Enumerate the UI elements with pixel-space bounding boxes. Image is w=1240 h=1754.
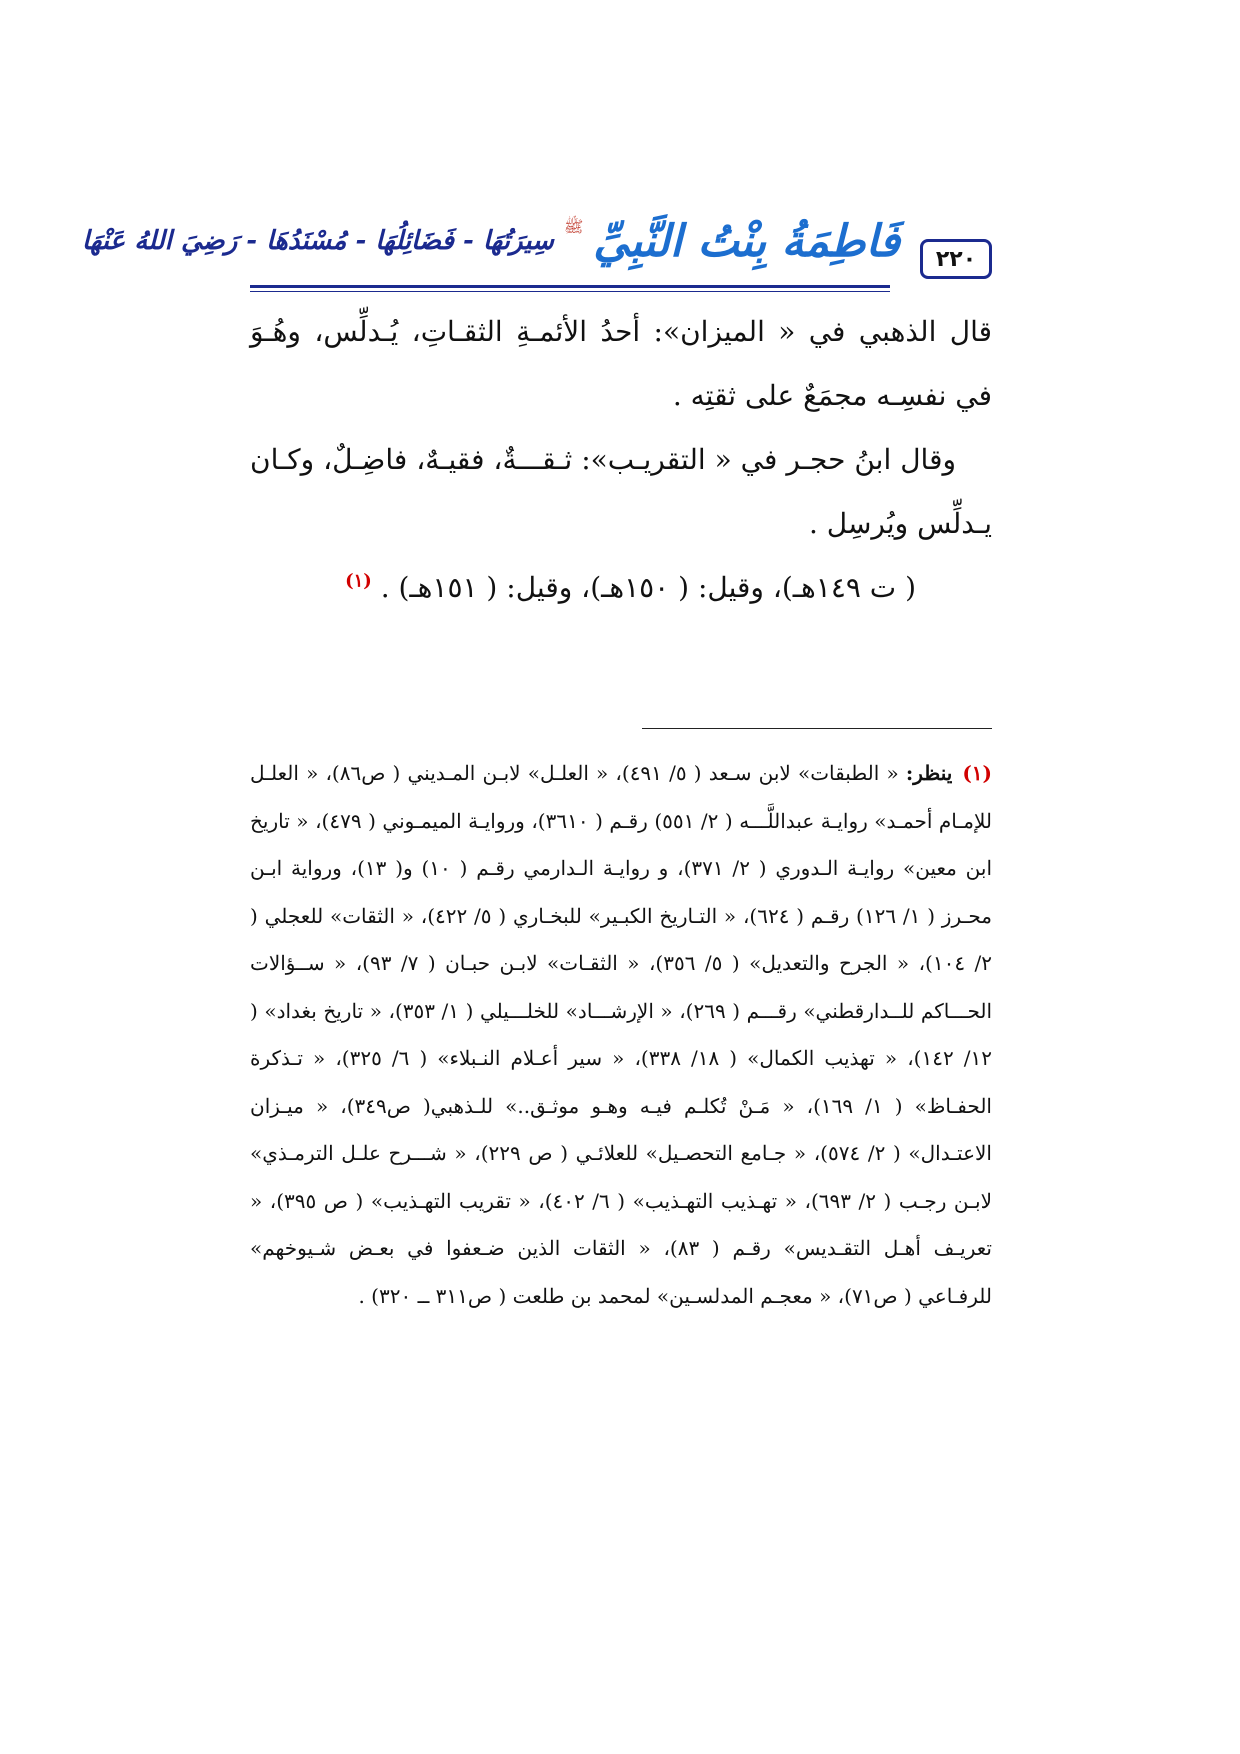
page-number: ٢٢٠	[920, 239, 992, 279]
header-rule-thin	[250, 291, 890, 292]
page-header	[81, 205, 992, 285]
book-subtitle: سِيرَتُهَا - فَضَائِلُهَا - مُسْنَدُهَا - رَضِيَ اللهُ عَنْهَا	[81, 226, 554, 256]
footnote-text: « الطبقات» لابن سـعد ( ٥/ ٤٩١)، « العلـل» لابـن المـديني ( ص٨٦)، « العلـل للإمـام أحمـد» روايـة عبداللَّـــه ( ٢/ ٥٥١) رقـم ( ٣٦١٠)، وروايـة الميمـوني ( ٤٧٩)، « تاريخ ابن معين» روايـة الـدوري ( ٢/ ٣٧١)، و روايـة الـدارمي رقـم ( ١٠) و( ١٣)، ورواية ابـن محـرز ( ١/ ١٢٦) رقـم ( ٦٢٤)، « التـاريخ الكبـير» للبخـاري ( ٥/ ٤٢٢)، « الثقات» للعجلي ( ٢/ ١٠٤)، « الجرح والتعديل» ( ٥/ ٣٥٦)، « الثقـات» لابـن حبـان ( ٧/ ٩٣)، « ســؤالات الحـــاكم للــدارقطني» رقـــم ( ٢٦٩)، « الإرشـــاد» للخلـــيلي ( ١/ ٣٥٣)، « تاريخ بغداد» ( ١٢/ ١٤٢)، « تهذيب الكمال» ( ١٨/ ٣٣٨)، « سير أعـلام النـبلاء» ( ٦/ ٣٢٥)، « تـذكرة الحفـاظ» ( ١/ ١٦٩)، « مَـنْ تُكلـم فيـه وهـو موثـق..» للـذهبي( ص٣٤٩)، « ميـزان الاعتـدال» ( ٢/ ٥٧٤)، « جـامع التحصـيل» للعلائـي ( ص ٢٢٩)، « شـــرح علـل الترمـذي» لابـن رجـب ( ٢/ ٦٩٣)، « تهـذيب التهـذيب» ( ٦/ ٤٠٢)، « تقريب التهـذيب» ( ص ٣٩٥)، « تعريـف أهـل التقـديس» رقـم ( ٨٣)، « الثقات الذين ضـعفوا في بعـض شـيوخهم» للرفـاعي ( ص٧١)، « معجـم المدلسـين» لمحمد بن طلعت ( ص٣١١ ــ ٣٢٠) .	[250, 761, 993, 1308]
main-text	[250, 300, 992, 620]
footnote-separator	[642, 728, 992, 729]
salutation-honorific: ﷺ	[563, 216, 584, 236]
book-title	[81, 205, 900, 277]
paragraph-dhahabi: قال الذهبي في « الميزان»: أحدُ الأئمـةِ الثقـاتِ، يُـدلِّس، وهُـوَ في نفسِـه مجمَعٌ على ثقتِه .	[250, 315, 992, 412]
footnote-reference[interactable]: (١)	[345, 570, 372, 592]
header-rule	[250, 285, 890, 288]
paragraph-death-date	[250, 556, 992, 620]
footnote-number: (١)	[962, 761, 992, 785]
death-date-text: ( ت ١٤٩هـ)، وقيل: ( ١٥٠هـ)، وقيل: ( ١٥١هـ) .	[380, 571, 916, 604]
footnote-item	[250, 750, 992, 1320]
footnote-label: ينظر:	[905, 761, 953, 785]
paragraph-ibn-hajar: وقال ابنُ حجـر في « التقريـب»: ثـقـــةٌ، فقيـهٌ، فاضِـلٌ، وكـان يـدلِّس ويُرسِل .	[250, 443, 992, 540]
book-title-main: فَاطِمَةُ بِنْتُ النَّبِيِّ	[593, 215, 900, 267]
footnotes	[250, 750, 992, 1320]
